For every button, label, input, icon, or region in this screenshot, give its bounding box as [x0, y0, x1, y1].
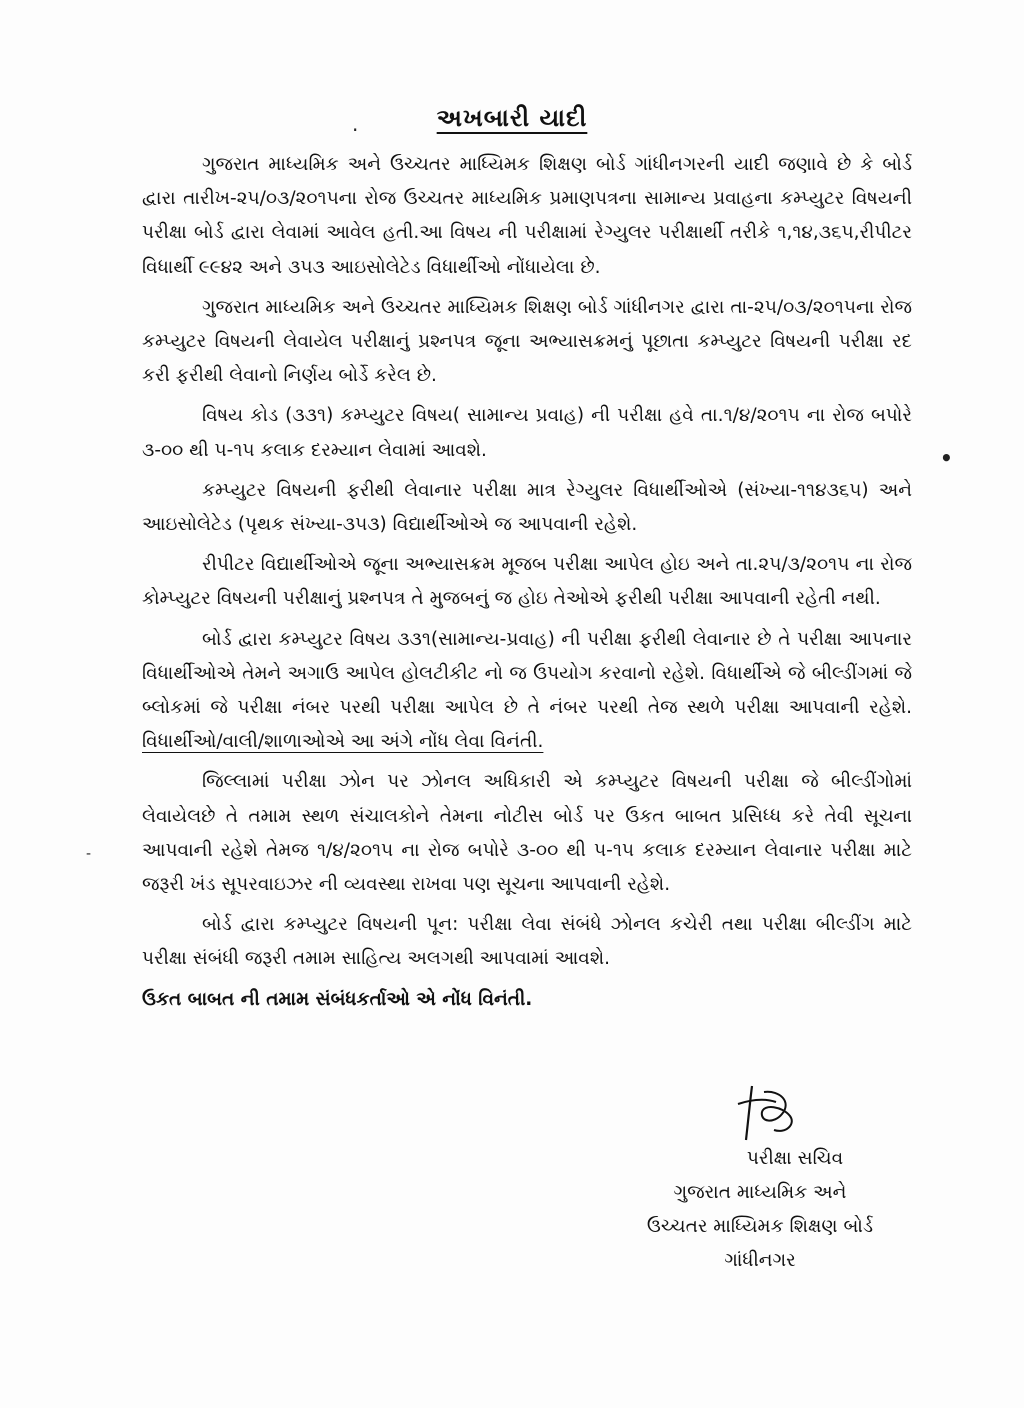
signatory-org-line2: ઉચ્ચતર માધ્યિમક શિક્ષણ બોર્ડ: [646, 1216, 874, 1237]
paragraph: [142, 623, 912, 760]
paragraph: બોર્ડ દ્વારા કમ્પ્યુટર વિષયની પૂન: પરીક્ષા લેવા સંબંધે ઝોનલ કચેરી તથા પરીક્ષા બીલ્ડીંગ માટે પરીક્ષા સંબંધી જરૂરી તમામ સાહિત્ય અલગથી આપવામાં આવશે.: [142, 914, 912, 970]
scan-speck: .: [352, 112, 359, 136]
paragraph: ગુજરાત માધ્યમિક અને ઉચ્ચતર માધ્યિમક શિક્ષણ બોર્ડ ગાંધીનગર દ્વારા તા-૨૫/૦૩/૨૦૧૫ના રોજ કમ્પ્યુટર વિષયની લેવાયેલ પરીક્ષાનું પ્રશ્નપત્ર જૂના અભ્યાસક્રમનું પૂછાતા કમ્પ્યુટર વિષયની પરીક્ષા રદ કરી ફરીથી લેવાનો નિર્ણય બોર્ડે કરેલ છે.: [142, 296, 912, 387]
signatory-place: ગાંધીનગર: [724, 1250, 796, 1271]
scan-speck: -: [86, 846, 92, 862]
signatory-org-line1: ગુજરાત માધ્યમિક અને: [673, 1182, 847, 1203]
paragraph: કમ્પ્યુટર વિષયની ફરીથી લેવાનાર પરીક્ષા માત્ર રેગ્યુલર વિધાર્થીઓએ (સંખ્યા-૧૧૪૩૬૫) અને આઇસોલેટેડ (પૃથક સંખ્યા-૩૫૩) વિદ્યાર્થીઓએ જ આપવાની રહેશે.: [142, 479, 912, 536]
handwritten-signature: [730, 1082, 810, 1142]
paragraph: ગુજરાત માધ્યમિક અને ઉચ્ચતર માધ્યિમક શિક્ષણ બોર્ડ ગાંધીનગરની યાદી જણાવે છે કે બોર્ડ દ્વારા તારીખ-૨૫/૦૩/૨૦૧૫ના રોજ ઉચ્ચતર માધ્યમિક પ્રમાણપત્રના સામાન્ય પ્રવાહના કમ્પ્યુટર વિષયની પરીક્ષા બોર્ડ દ્વારા લેવામાં આવેલ હતી.આ વિષય ની પરીક્ષામાં રેગ્યુલર પરીક્ષાર્થી તરીકે ૧,૧૪,૩૬૫,રીપીટર વિધાર્થી ૯૯૪૨ અને ૩૫૩ આઇસોલેટેડ વિધાર્થીઓ નોંધાયેલા છે.: [142, 154, 912, 278]
signatory-designation: પરીક્ષા સચિવ: [746, 1148, 844, 1169]
title-text: અખબારી યાદી: [436, 104, 588, 132]
paragraph-text: બોર્ડ દ્વારા કમ્પ્યુટર વિષય ૩૩૧(સામાન્ય-પ્રવાહ) ની પરીક્ષા ફરીથી લેવાનાર છે તે પરીક્ષા આપનાર વિધાર્થીઓએ તેમને અગાઉ આપેલ હોલટીકીટ નો જ ઉપયોગ કરવાનો રહેશે. વિધાર્થીએ જે બીલ્ડીંગમાં જે બ્લોકમાં જે પરીક્ષા નંબર પરથી પરીક્ષા આપેલ છે તે નંબર પરથી તેજ સ્થળે પરીક્ષા આપવાની રહેશે.: [142, 628, 912, 719]
scan-speck: •: [940, 446, 953, 470]
paragraph: રીપીટર વિદ્યાર્થીઓએ જૂના અભ્યાસક્રમ મૂજબ પરીક્ષા આપેલ હોઇ અને તા.૨૫/૩/૨૦૧૫ ના રોજ કોમ્પ્યુટર વિષયની પરીક્ષાનું પ્રશ્નપત્ર તે મુજબનું જ હોઇ તેઓએ ફરીથી પરીક્ષા આપવાની રહેતી નથી.: [142, 554, 912, 610]
underlined-note: વિધાર્થીઓ/વાલી/શાળાઓએ આ અંગે નોંધ લેવા વિનંતી.: [142, 731, 544, 753]
document-body: [142, 148, 912, 1017]
closing-line: ઉકત બાબત ની તમામ સંબંધકર્તાઓ એ નોંધ વિનંતી.: [142, 988, 533, 1010]
document-title: [0, 104, 1024, 132]
signatory-block: [600, 1142, 920, 1278]
paragraph: જિલ્લામાં પરીક્ષા ઝોન પર ઝોનલ અધિકારી એ કમ્પ્યુટર વિષયની પરીક્ષા જે બીલ્ડીંગોમાં લેવાયેલછે તે તમામ સ્થળ સંચાલકોને તેમના નોટીસ બોર્ડ પર ઉકત બાબત પ્રસિધ્ધ કરે તેવી સૂચના આપવાની રહેશે તેમજ ૧/૪/૨૦૧૫ ના રોજ બપોરે ૩-૦૦ થી ૫-૧૫ કલાક દરમ્યાન લેવાનાર પરીક્ષા માટે જરૂરી ખંડ સૂપરવાઇઝર ની વ્યવસ્થા રાખવા પણ સૂચના આપવાની રહેશે.: [142, 771, 912, 896]
paragraph: વિષય કોડ (૩૩૧) કમ્પ્યુટર વિષય( સામાન્ય પ્રવાહ) ની પરીક્ષા હવે તા.૧/૪/૨૦૧૫ ના રોજ બપોરે ૩-૦૦ થી ૫-૧૫ કલાક દરમ્યાન લેવામાં આવશે.: [142, 405, 912, 461]
